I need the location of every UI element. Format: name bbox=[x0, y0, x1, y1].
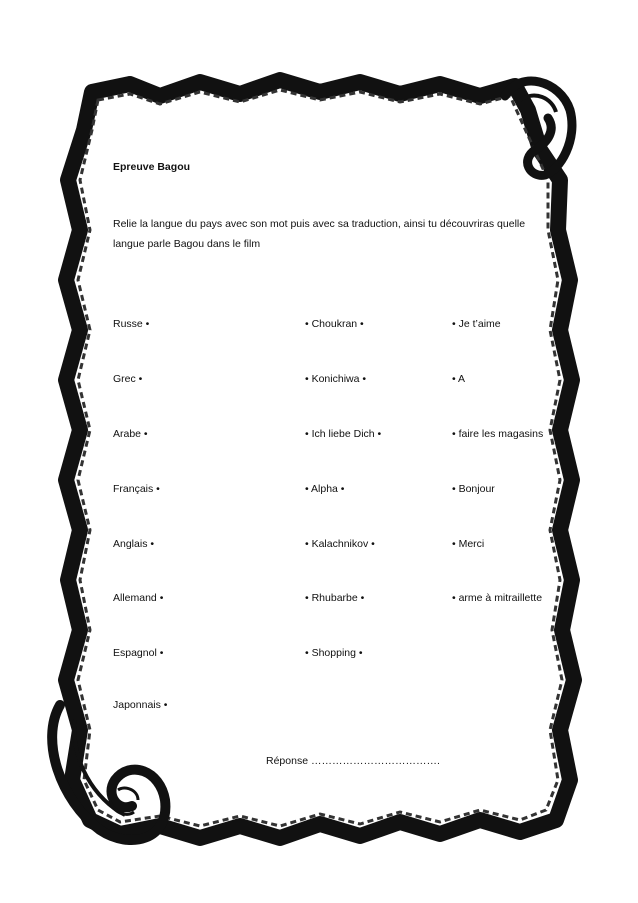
word-item: • Shopping • bbox=[305, 647, 363, 659]
word-item: • Kalachnikov • bbox=[305, 538, 375, 550]
language-item: Arabe • bbox=[113, 428, 148, 440]
word-item: • Konichiwa • bbox=[305, 373, 367, 385]
instructions-text: Relie la langue du pays avec son mot puis avec sa traduction, ainsi tu découvriras quelle langue parle Bagou dans le film bbox=[113, 218, 526, 250]
word-item: • Ich liebe Dich • bbox=[305, 428, 382, 440]
translation-item: • faire les magasins bbox=[452, 428, 544, 440]
translation-item: • Je t’aime bbox=[452, 318, 501, 330]
language-item: Allemand • bbox=[113, 592, 164, 604]
translation-item: • Merci bbox=[452, 538, 485, 550]
translation-item: • Bonjour bbox=[452, 483, 495, 495]
worksheet-title: Epreuve Bagou bbox=[113, 161, 191, 173]
language-item: Grec • bbox=[113, 373, 143, 385]
translation-item: • A bbox=[452, 373, 466, 385]
language-item: Espagnol • bbox=[113, 647, 164, 659]
language-item: Anglais • bbox=[113, 538, 155, 550]
language-item: Français • bbox=[113, 483, 160, 495]
word-item: • Choukran • bbox=[305, 318, 364, 330]
translation-item: • arme à mitraillette bbox=[452, 592, 543, 604]
language-item: Russe • bbox=[113, 318, 150, 330]
language-item: Japonnais • bbox=[113, 699, 168, 711]
answer-line: Réponse ………………………………. bbox=[266, 755, 440, 767]
word-item: • Rhubarbe • bbox=[305, 592, 365, 604]
word-item: • Alpha • bbox=[305, 483, 345, 495]
